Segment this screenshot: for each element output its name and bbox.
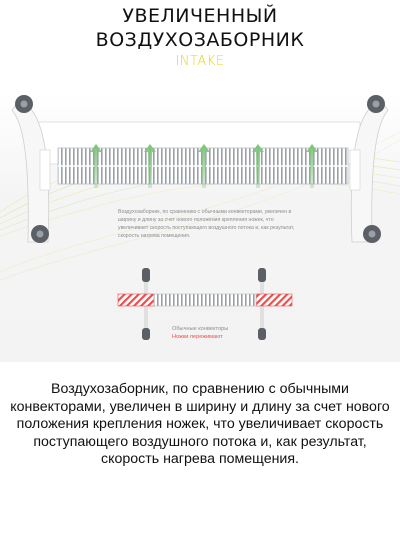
figure-description: Воздухозаборник, по сравнению с обычными конвекторами, увеличен в ширину и длину за счет нового положения крепления ножек, что увеличивает скорость поступающего воздушного потока и, как результат, скорость нагрева помещения.: [118, 209, 295, 239]
main-description: Воздухозаборник, по сравнению с обычными конвекторами, увеличен в ширину и длину за счет нового положения крепления ножек, что увеличивает скорость поступающего воздушного потока и, как результат, скорость нагрева помещения.: [10, 381, 390, 468]
title-line-2: ВОЗДУХОЗАБОРНИК: [95, 29, 305, 51]
legend-normal: Обычные конвекторы: [172, 326, 229, 332]
title-line-1: УВЕЛИЧЕННЫЙ: [122, 5, 278, 27]
page-title: [0, 4, 400, 52]
page-subtitle: INTAKE: [175, 54, 225, 69]
blocked-zone-left: [118, 294, 154, 306]
legend-wrong: Ножки пережимают: [172, 334, 223, 340]
blocked-zone-right: [256, 294, 292, 306]
right-foot: [350, 95, 388, 243]
left-foot: [12, 95, 50, 243]
